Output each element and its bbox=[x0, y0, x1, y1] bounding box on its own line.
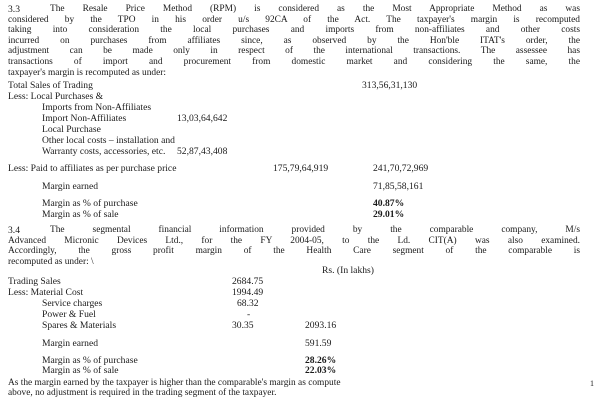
import-non-affiliates-value: 13,03,64,642 bbox=[177, 113, 228, 124]
conclusion-line-1: As the margin earned by the taxpayer is higher than the comparable's margin as compute bbox=[8, 378, 341, 388]
margin-earned-value: 591.59 bbox=[305, 338, 332, 349]
paragraph-line: taking into consideration the local purchases and imports from non-affiliates and other costs bbox=[8, 25, 580, 36]
margin-sale-value: 29.01% bbox=[373, 209, 405, 220]
material-cost-label: Less: Material Cost bbox=[8, 287, 84, 298]
section-number-3-4: 3.4 bbox=[8, 225, 20, 236]
other-local-costs-label: Other local costs – installation and bbox=[42, 135, 175, 146]
section-3-4-paragraph bbox=[8, 225, 580, 267]
margin-sale-label: Margin as % of sale bbox=[42, 365, 119, 376]
warranty-costs-value: 52,87,43,408 bbox=[177, 146, 228, 157]
service-charges-label: Service charges bbox=[42, 298, 103, 309]
power-fuel-label: Power & Fuel bbox=[42, 309, 96, 320]
margin-sale-label: Margin as % of sale bbox=[42, 209, 119, 220]
conclusion-line-2: above, no adjustment is required in the trading segment of the taxpayer. bbox=[8, 388, 277, 398]
margin-purchase-value: 28.26% bbox=[305, 355, 337, 366]
margin-purchase-label: Margin as % of purchase bbox=[42, 355, 138, 366]
cost-total-value: 2093.16 bbox=[305, 320, 337, 331]
imports-non-affiliates-label: Imports from Non-Affiliates bbox=[42, 102, 152, 113]
paragraph-line: transactions of import and procurement from domestic market and considering the same, the bbox=[8, 56, 580, 67]
trading-sales-label: Trading Sales bbox=[8, 276, 61, 287]
margin-earned-label: Margin earned bbox=[42, 338, 99, 349]
paragraph-line: incurred on purchases from affiliates since, as observed by the Hon'ble ITAT's order, the bbox=[8, 35, 580, 46]
paid-affiliates-value: 175,79,64,919 bbox=[273, 163, 329, 174]
total-costs-value: 241,70,72,969 bbox=[373, 163, 429, 174]
total-sales-value: 313,56,31,130 bbox=[362, 80, 418, 91]
paragraph-line: adjustment can be made only in respect of the international transactions. The assessee has bbox=[8, 46, 580, 57]
paragraph-line: taxpayer's margin is recomputed as under: bbox=[8, 67, 166, 78]
units-label: Rs. (In lakhs) bbox=[322, 265, 374, 276]
margin-sale-value: 22.03% bbox=[305, 365, 337, 376]
paragraph-line: Advanced Micronic Devices Ltd., for the FY 2004-05, to the Ld. CIT(A) was also examined. bbox=[8, 235, 580, 246]
section-3-3-paragraph bbox=[8, 4, 580, 78]
trading-sales-value: 2684.75 bbox=[232, 276, 264, 287]
margin-purchase-label: Margin as % of purchase bbox=[42, 198, 138, 209]
warranty-costs-label: Warranty costs, accessories, etc. bbox=[42, 146, 166, 157]
material-cost-value: 1994.49 bbox=[232, 287, 264, 298]
paragraph-line: considered by the TPO in his order u/s 92CA of the Act. The taxpayer's margin is recomputed bbox=[8, 14, 580, 25]
paragraph-line: The segmental financial information provided by the comparable company, M/s bbox=[50, 225, 580, 235]
local-purchase-label: Local Purchase bbox=[42, 124, 101, 135]
page-number: 1 bbox=[590, 379, 594, 388]
margin-earned-value: 71,85,58,161 bbox=[373, 181, 424, 192]
paragraph-line: Accordingly, the gross profit margin of the Health Care segment of the comparable is bbox=[8, 246, 580, 257]
service-charges-value: 68.32 bbox=[237, 298, 259, 309]
less-paid-affiliates-label: Less: Paid to affiliates as per purchase price bbox=[8, 163, 177, 174]
margin-purchase-value: 40.87% bbox=[373, 198, 405, 209]
import-non-affiliates-label: Import Non-Affiliates bbox=[42, 113, 127, 124]
spares-materials-label: Spares & Materials bbox=[42, 320, 117, 331]
total-sales-label: Total Sales of Trading bbox=[8, 80, 93, 91]
section-number-3-3: 3.3 bbox=[8, 4, 20, 15]
margin-earned-label: Margin earned bbox=[42, 181, 99, 192]
less-local-purchases-label: Less: Local Purchases & bbox=[8, 91, 104, 102]
paragraph-line: The Resale Price Method (RPM) is considered as the Most Appropriate Method as was bbox=[50, 4, 580, 14]
paragraph-line: recomputed as under: \ bbox=[8, 256, 94, 267]
spares-materials-value: 30.35 bbox=[232, 320, 254, 331]
power-fuel-value: - bbox=[247, 309, 251, 320]
